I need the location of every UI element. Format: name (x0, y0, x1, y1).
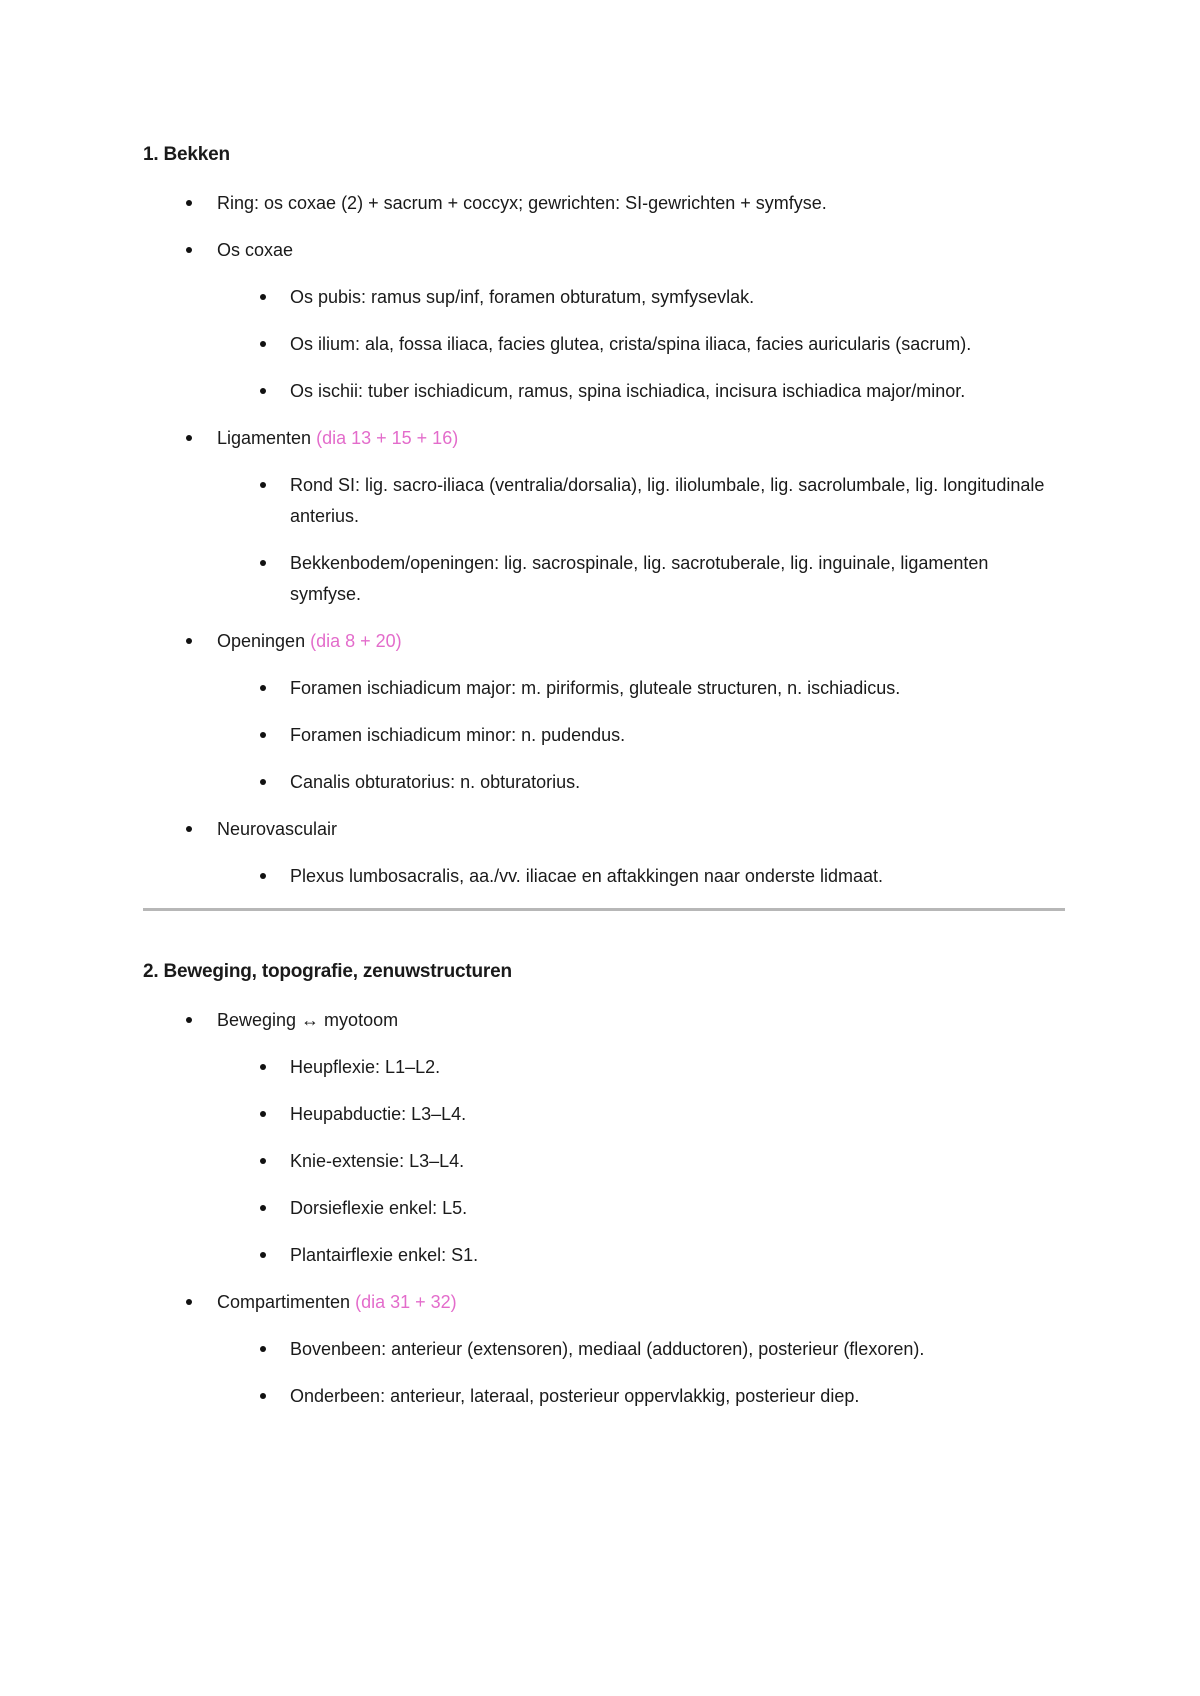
section-title: 1. Bekken (143, 144, 230, 165)
sub-list-item: Knie-extensie: L3–L4. (217, 1146, 1063, 1177)
sub-bullet-list (217, 861, 1063, 892)
list-item (143, 626, 1063, 798)
list-item (143, 814, 1063, 892)
slide-reference: (dia 8 + 20) (310, 631, 402, 651)
section-divider (143, 908, 1065, 911)
list-item-text: Ring: os coxae (2) + sacrum + coccyx; gewrichten: SI-gewrichten + symfyse. (217, 193, 827, 213)
sub-list-item: Rond SI: lig. sacro-iliaca (ventralia/dorsalia), lig. iliolumbale, lig. sacrolumbale, lig. longitudinale anterius. (217, 470, 1063, 532)
sub-list-item: Plexus lumbosacralis, aa./vv. iliacae en aftakkingen naar onderste lidmaat. (217, 861, 1063, 892)
list-item (143, 188, 1063, 219)
sub-list-item: Os pubis: ramus sup/inf, foramen obturatum, symfysevlak. (217, 282, 1063, 313)
list-item (143, 1287, 1063, 1412)
list-item-text: Os coxae (217, 240, 294, 260)
sub-bullet-list (217, 282, 1063, 407)
section-beweging (143, 957, 1063, 1412)
section-bekken (143, 140, 1063, 892)
sub-list-item: Onderbeen: anterieur, lateraal, posterieur oppervlakkig, posterieur diep. (217, 1381, 1063, 1412)
sub-list-item: Heupflexie: L1–L2. (217, 1052, 1063, 1083)
list-item-text: Ligamenten (217, 428, 312, 448)
slide-reference: (dia 13 + 15 + 16) (316, 428, 459, 448)
sub-list-item: Dorsieflexie enkel: L5. (217, 1193, 1063, 1224)
list-item-text: Openingen (217, 631, 306, 651)
bullet-list (143, 1005, 1063, 1412)
list-item-text: Beweging ↔ myotoom (217, 1010, 399, 1030)
sub-list-item: Bovenbeen: anterieur (extensoren), mediaal (adductoren), posterieur (flexoren). (217, 1334, 1063, 1365)
sub-list-item: Foramen ischiadicum minor: n. pudendus. (217, 720, 1063, 751)
document-page (143, 140, 1063, 1428)
sub-bullet-list (217, 1334, 1063, 1412)
list-item (143, 235, 1063, 407)
list-item (143, 423, 1063, 610)
list-item (143, 1005, 1063, 1271)
sub-bullet-list (217, 470, 1063, 610)
list-item-text: Neurovasculair (217, 819, 338, 839)
section-title: 2. Beweging, topografie, zenuwstructuren (143, 961, 512, 982)
slide-reference: (dia 31 + 32) (355, 1292, 457, 1312)
sub-bullet-list (217, 673, 1063, 798)
list-item-text: Compartimenten (217, 1292, 351, 1312)
sub-list-item: Plantairflexie enkel: S1. (217, 1240, 1063, 1271)
sub-list-item: Foramen ischiadicum major: m. piriformis, gluteale structuren, n. ischiadicus. (217, 673, 1063, 704)
bullet-list (143, 188, 1063, 892)
sub-list-item: Os ischii: tuber ischiadicum, ramus, spina ischiadica, incisura ischiadica major/minor. (217, 376, 1063, 407)
sub-list-item: Bekkenbodem/openingen: lig. sacrospinale, lig. sacrotuberale, lig. inguinale, ligamenten symfyse. (217, 548, 1063, 610)
sub-list-item: Heupabductie: L3–L4. (217, 1099, 1063, 1130)
sub-bullet-list (217, 1052, 1063, 1271)
sub-list-item: Canalis obturatorius: n. obturatorius. (217, 767, 1063, 798)
sub-list-item: Os ilium: ala, fossa iliaca, facies glutea, crista/spina iliaca, facies auricularis (sacrum). (217, 329, 1063, 360)
